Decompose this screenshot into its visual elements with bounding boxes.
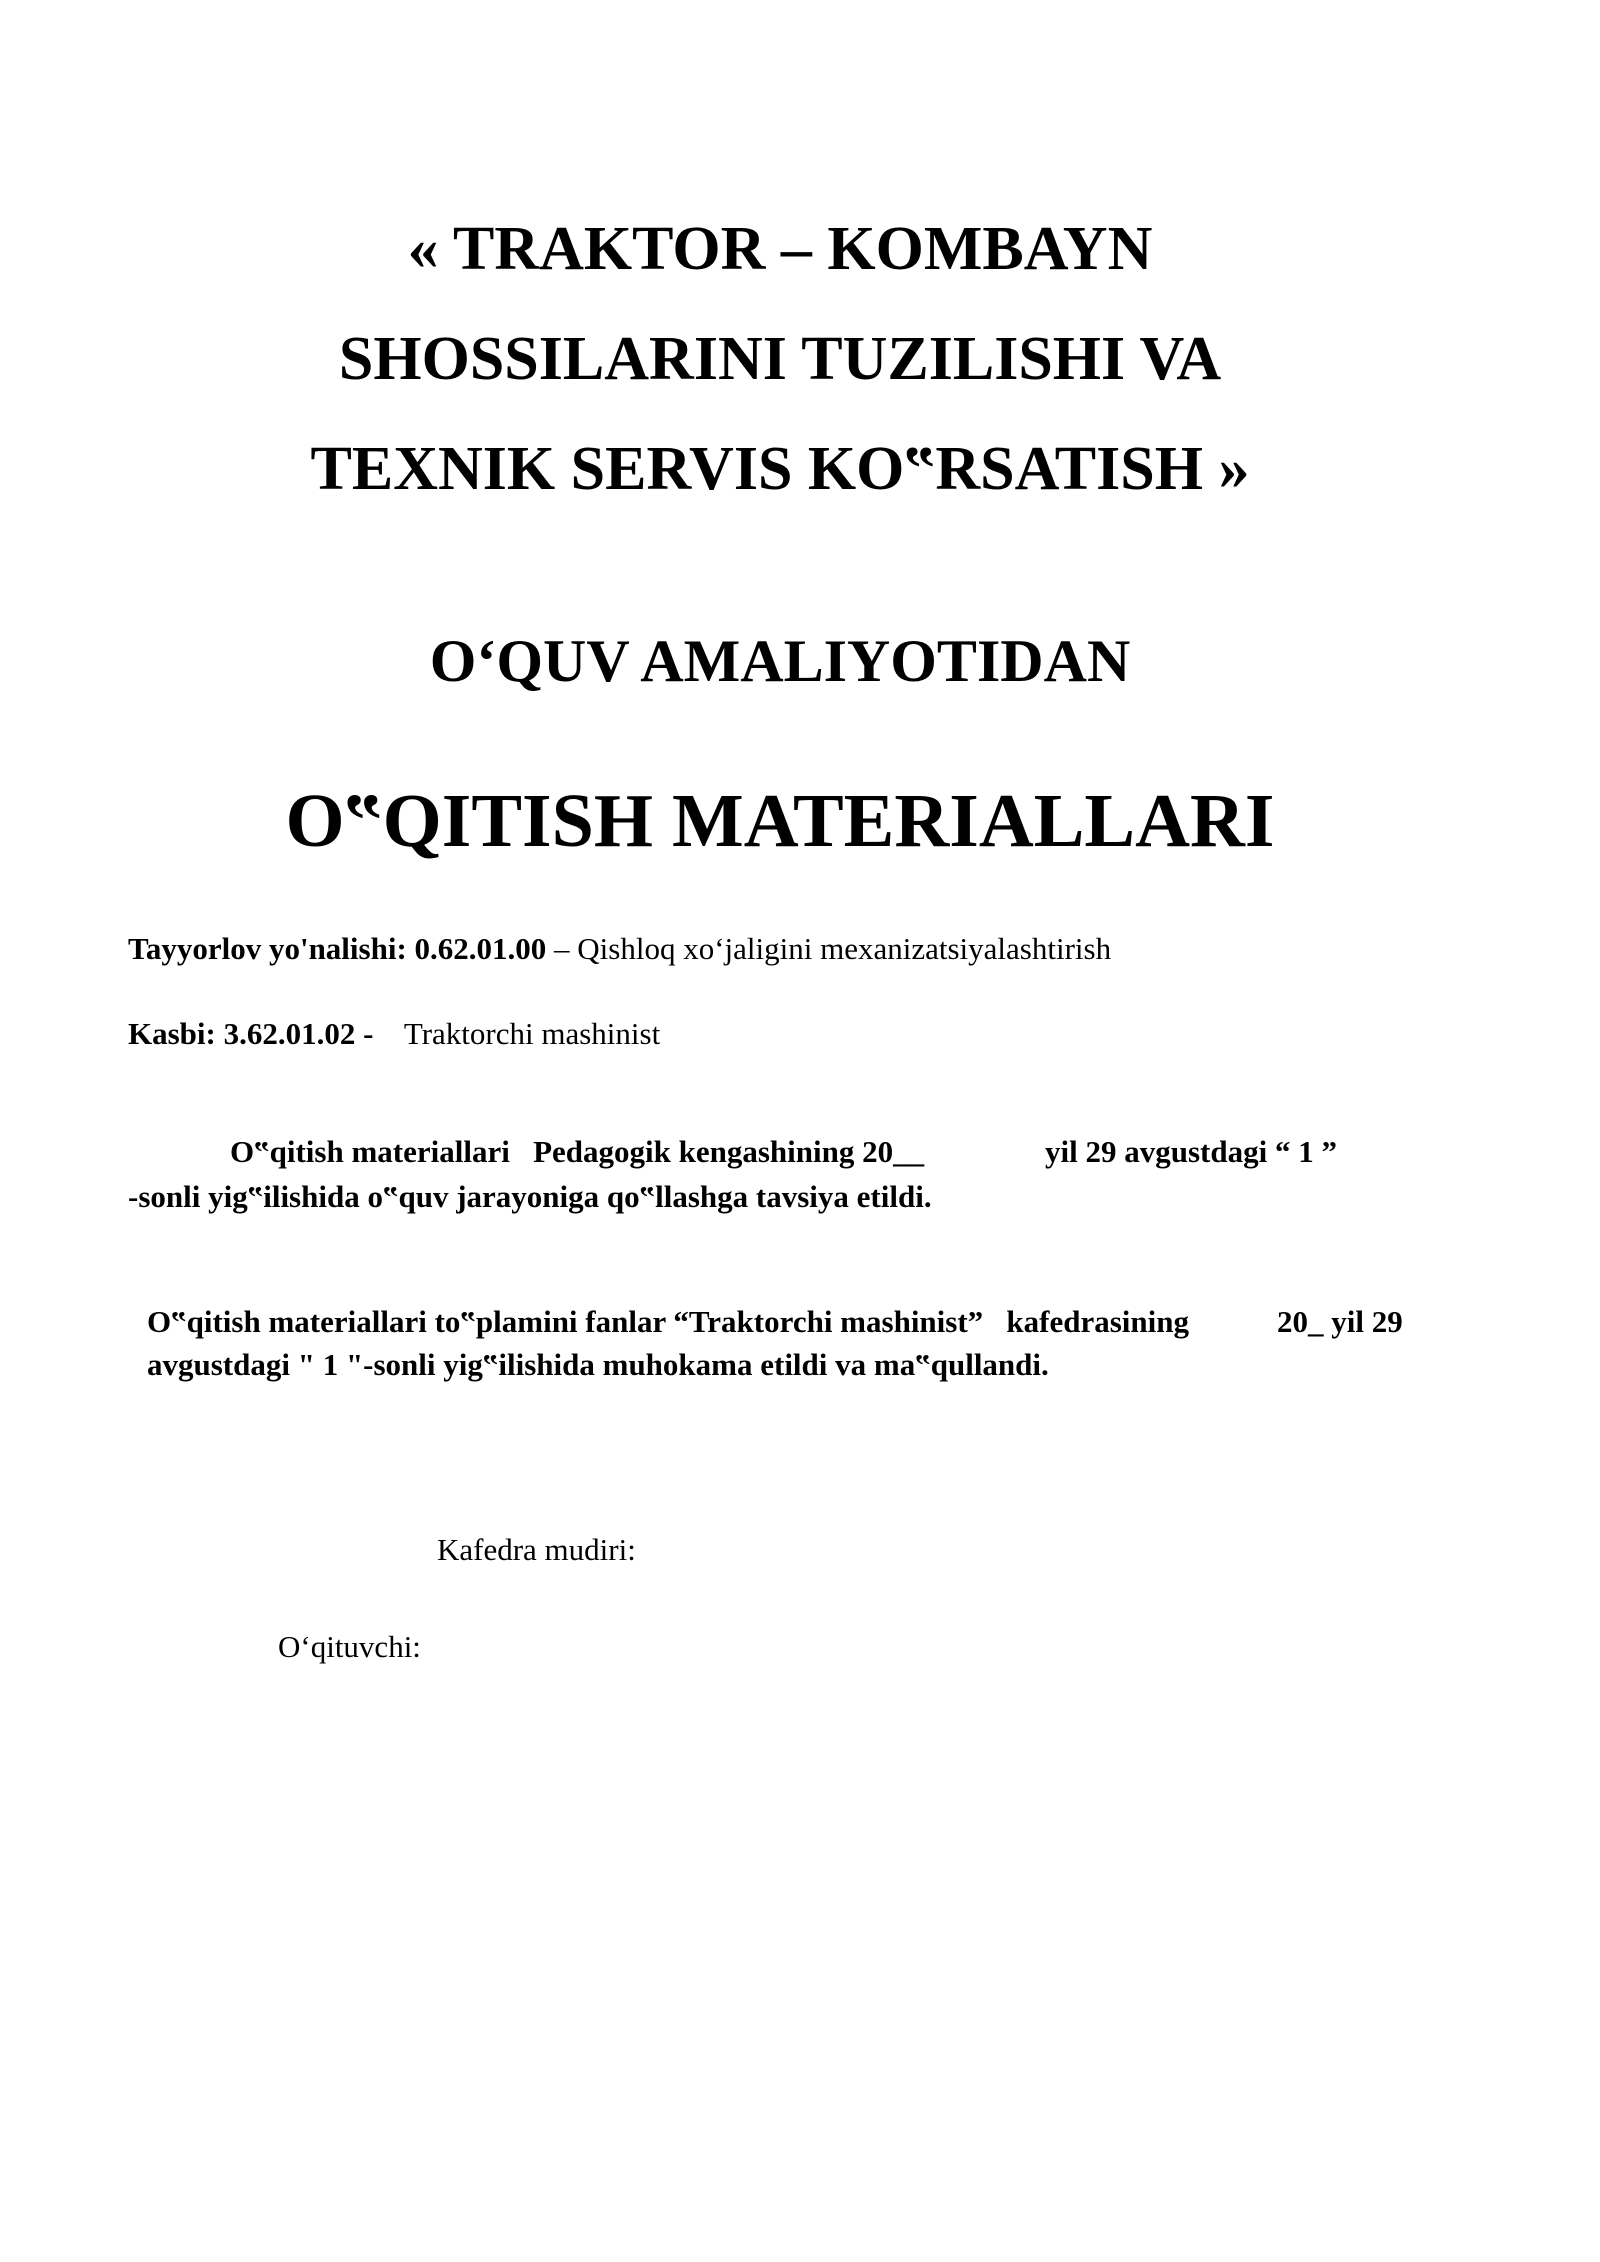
subtitle-line-2: O‟QITISH MATERIALLARI [285, 779, 1275, 863]
tayyorlov-label: Tayyorlov yo'nalishi: 0.62.01.00 [128, 931, 547, 966]
pedagogik-line-1 [230, 1133, 1337, 1170]
kafedra-note-year-text: 20_ yil 29 [1277, 1304, 1403, 1339]
tayyorlov-row [128, 930, 1111, 967]
subtitle-line-1: O‘QUV AMALIYOTIDAN [429, 628, 1131, 694]
kafedra-mudiri-label: Kafedra mudiri: [437, 1532, 636, 1567]
kasbi-row [128, 1015, 660, 1052]
pedagogik-text: O‟qitish materiallari Pedagogik kengashining 20__ [230, 1134, 925, 1169]
kafedra-note-line-2: avgustdagi " 1 "-sonli yig‟ilishida muhokama etildi va ma‟qullandi. [147, 1347, 1049, 1382]
kafedra-note-line-1 [147, 1303, 1403, 1340]
title-line-3: TEXNIK SERVIS KO‟RSATISH » [310, 435, 1250, 503]
oqituvchi-label: O‘qituvchi: [278, 1629, 421, 1664]
tayyorlov-value: – Qishloq xo‘jaligini mexanizatsiyalashtirish [546, 931, 1112, 966]
title-line-1: « TRAKTOR – KOMBAYN [407, 215, 1153, 283]
pedagogik-year-text: yil 29 avgustdagi “ 1 ” [1045, 1134, 1337, 1169]
title-line-2: SHOSSILARINI TUZILISHI VA [338, 325, 1222, 393]
kasbi-value: Traktorchi mashinist [373, 1016, 661, 1051]
pedagogik-line-2: -sonli yig‟ilishida o‟quv jarayoniga qo‟llashga tavsiya etildi. [128, 1179, 932, 1214]
kafedra-note-text: O‟qitish materiallari to‟plamini fanlar “Traktorchi mashinist” kafedrasining [147, 1304, 1190, 1339]
kasbi-label: Kasbi: 3.62.01.02 - [128, 1016, 374, 1051]
